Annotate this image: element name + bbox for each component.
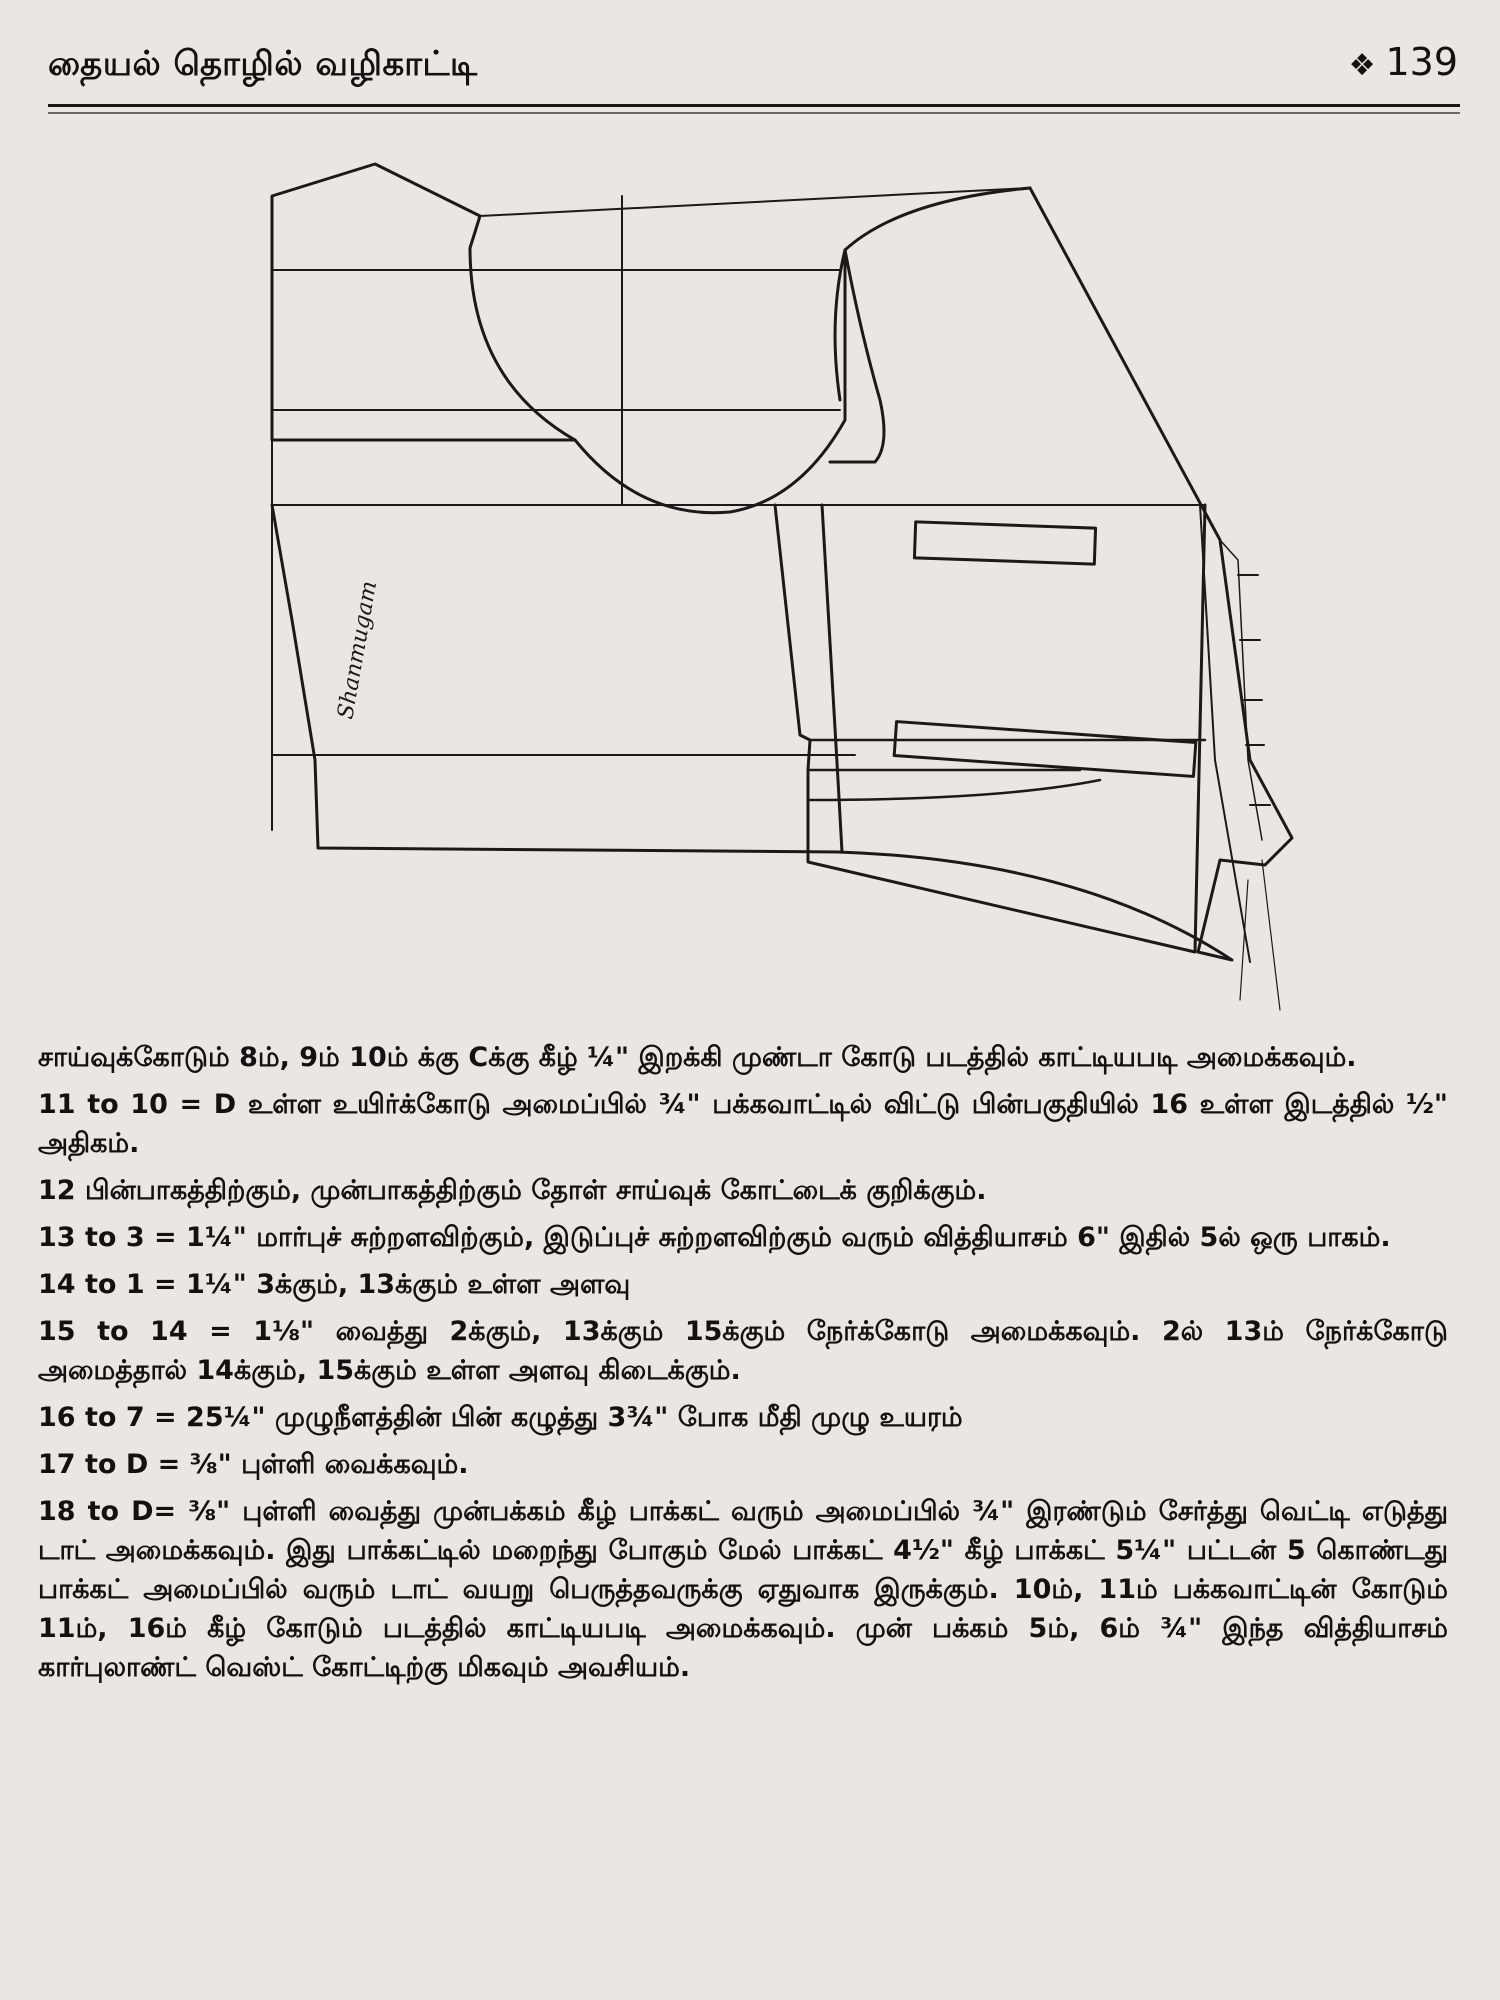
page-number: 139	[1385, 40, 1458, 84]
paragraph: 13 to 3 = 1¼" மார்புச் சுற்றளவிற்கும், இடுப்புச் சுற்றளவிற்கும் வரும் வித்தியாசம் 6" இதில் 5ல் ஒரு பாகம்.	[38, 1222, 1391, 1253]
paragraph: 11 to 10 = D உள்ள உயிர்க்கோடு அமைப்பில் ¾" பக்கவாட்டில் விட்டு பின்பகுதியில் 16 உள்ள இடத்தில் ½" அதிகம்.	[38, 1089, 1448, 1159]
pattern-drawing	[0, 160, 1500, 1040]
armhole-curve	[575, 250, 845, 513]
running-title: தையல் தொழில் வழிகாட்டி	[48, 44, 478, 84]
lower-pocket	[894, 722, 1196, 777]
paragraph: 15 to 14 = 1⅛" வைத்து 2க்கும், 13க்கும் 15க்கும் நேர்க்கோடு அமைக்கவும். 2ல் 13ம் நேர்க்கோடு அமைத்தால் 14க்கும், 15க்கும் உள்ள அளவு கிடைக்கும்.	[38, 1316, 1448, 1386]
paragraph: 17 to D = ⅜" புள்ளி வைக்கவும்.	[38, 1449, 469, 1480]
paragraph: 12 பின்பாகத்திற்கும், முன்பாகத்திற்கும் தோள் சாய்வுக் கோட்டைக் குறிக்கும்.	[38, 1175, 987, 1206]
page-header	[48, 40, 1458, 100]
back-panel-outline	[272, 164, 575, 440]
ornament-icon: ❖	[1348, 48, 1376, 83]
waistcoat-pattern-figure	[0, 160, 1500, 1040]
header-rule	[48, 104, 1460, 107]
page-number-block	[1349, 40, 1458, 84]
maker-signature: Shanmugam	[333, 579, 383, 722]
paragraph: 16 to 7 = 25¼" முழுநீளத்தின் பின் கழுத்து 3¾" போக மீதி முழு உயரம்	[38, 1402, 963, 1433]
front-panel-outline	[838, 188, 1292, 960]
front-armhole	[830, 188, 1030, 462]
upper-pocket	[914, 522, 1095, 564]
paragraph: 14 to 1 = 1¼" 3க்கும், 13க்கும் உள்ள அளவு	[38, 1269, 631, 1300]
header-rule-thin	[48, 112, 1460, 114]
paragraph: சாய்வுக்கோடும் 8ம், 9ம் 10ம் க்கு Cக்கு கீழ் ¼" இறக்கி முண்டா கோடு படத்தில் காட்டியபடி அமைக்கவும்.	[38, 1042, 1357, 1073]
dart-lines	[808, 740, 1205, 800]
paragraph: 18 to D= ⅜" புள்ளி வைத்து முன்பக்கம் கீழ் பாக்கட் வரும் அமைப்பில் ¾" இரண்டும் சேர்த்து வெட்டி எடுத்து டாட் அமைக்கவும். இது பாக்கட்டில் மறைந்து போகும் மேல் பாக்கட் 4½" கீழ் பாக்கட் 5¼" பட்டன் 5 கொண்டது பாக்கட் அமைப்பில் வரும் டாட் வயறு பெருத்தவருக்கு ஏதுவாக இருக்கும். 10ம், 11ம் பக்கவாட்டின் கோடும் 11ம், 16ம் கீழ் கோடும் படத்தில் காட்டியபடி அமைக்கவும். முன் பக்கம் 5ம், 6ம் ¾" இந்த வித்தியாசம் கார்புலாண்ட் வெஸ்ட் கோட்டிற்கு மிகவும் அவசியம்.	[38, 1496, 1448, 1683]
instruction-text	[38, 1038, 1448, 1695]
